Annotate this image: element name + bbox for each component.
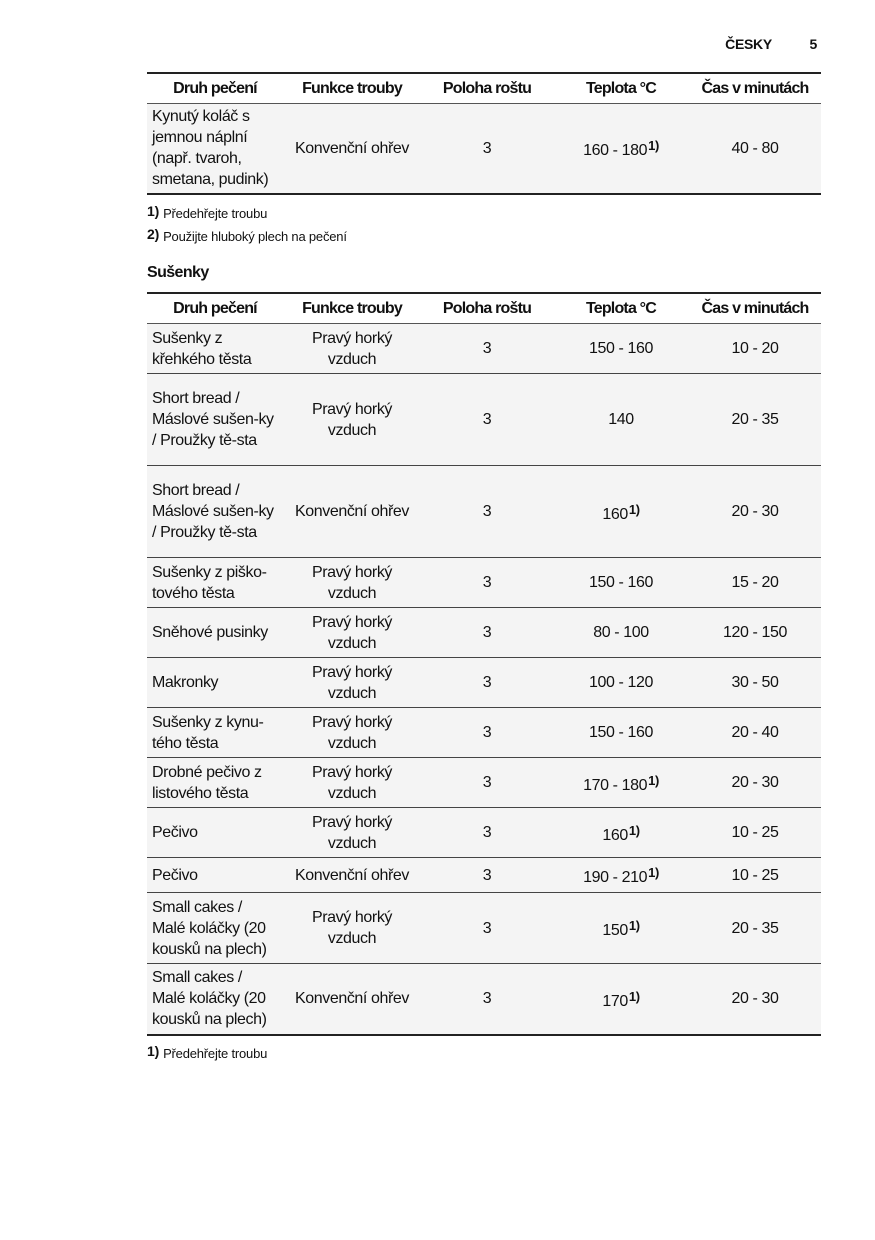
temp-value: 150 - 160: [588, 574, 653, 591]
temp-value: 190 - 210: [583, 869, 648, 886]
cell-temperature: [553, 466, 689, 558]
cell-time: 20 - 40: [689, 708, 821, 758]
cell-time: 30 - 50: [689, 658, 821, 708]
page-number: 5: [809, 36, 817, 52]
table-row: [147, 324, 821, 374]
cell-shelf: 3: [421, 808, 553, 858]
cell-function: Konvenční ohřev: [283, 466, 421, 558]
footnote: [147, 203, 267, 221]
cell-function: Pravý horký vzduch: [283, 893, 421, 964]
cell-temperature: [553, 558, 689, 608]
temp-value: 160 - 180: [583, 142, 648, 160]
page-header: [725, 36, 817, 52]
temp-value: 160: [602, 505, 628, 523]
table-row: [147, 893, 821, 964]
cell-type: Small cakes / Malé koláčky (20 kousků na plech): [147, 964, 283, 1035]
temp-footnote-mark: 1): [628, 918, 640, 933]
temp-value: 150: [602, 922, 628, 939]
temp-footnote-mark: 1): [648, 138, 659, 154]
cell-type: Drobné pečivo z listového těsta: [147, 758, 283, 808]
cell-time: 120 - 150: [689, 608, 821, 658]
table-row: [147, 104, 821, 194]
cell-shelf: 3: [421, 893, 553, 964]
cell-shelf: 3: [421, 964, 553, 1035]
col-header-temperature: Teplota °C: [585, 79, 657, 97]
table-row: [147, 558, 821, 608]
temp-footnote-mark: 1): [628, 501, 640, 517]
temp-value: 170: [602, 992, 628, 1010]
temp-footnote-mark: 1): [628, 988, 640, 1004]
footnote-mark: 1): [147, 1043, 160, 1059]
cell-shelf: 3: [421, 658, 553, 708]
cell-function: Konvenční ohřev: [283, 104, 421, 194]
cell-type: Pečivo: [147, 858, 283, 893]
cell-function: Pravý horký vzduch: [283, 658, 421, 708]
cell-type: Sušenky z kynu-tého těsta: [147, 708, 283, 758]
cell-function: Pravý horký vzduch: [283, 558, 421, 608]
baking-table-1: [147, 72, 821, 195]
cell-time: 10 - 20: [689, 324, 821, 374]
cell-function: Pravý horký vzduch: [283, 374, 421, 466]
cell-shelf: 3: [421, 374, 553, 466]
cell-shelf: 3: [421, 104, 553, 194]
cell-type: Sušenky z křehkého těsta: [147, 324, 283, 374]
table-row: [147, 608, 821, 658]
col-header-type: Druh pečení: [173, 299, 257, 317]
temp-footnote-mark: 1): [628, 822, 640, 838]
cell-shelf: 3: [421, 608, 553, 658]
cell-shelf: 3: [421, 558, 553, 608]
cell-time: 15 - 20: [689, 558, 821, 608]
cell-type: Kynutý koláč s jemnou náplní (např. tvaroh, smetana, pudink): [147, 104, 283, 194]
table-row: [147, 964, 821, 1035]
temp-value: 140: [608, 411, 634, 428]
footnote: [147, 1043, 267, 1061]
cell-function: Pravý horký vzduch: [283, 808, 421, 858]
col-header-function: Funkce trouby: [302, 299, 402, 317]
cell-function: Pravý horký vzduch: [283, 708, 421, 758]
cell-type: Small cakes / Malé koláčky (20 kousků na plech): [147, 893, 283, 964]
col-header-shelf: Poloha roštu: [442, 79, 532, 97]
cell-temperature: [553, 708, 689, 758]
footnote-text: Použijte hluboký plech na pečení: [163, 229, 347, 244]
cell-temperature: [553, 808, 689, 858]
table-row: [147, 808, 821, 858]
cell-shelf: 3: [421, 466, 553, 558]
table-row: [147, 658, 821, 708]
cell-type: Short bread / Máslové sušen-ky / Proužky tě-sta: [147, 466, 283, 558]
cell-time: 10 - 25: [689, 808, 821, 858]
cell-type: Sušenky z piško-tového těsta: [147, 558, 283, 608]
cell-time: 20 - 30: [689, 466, 821, 558]
temp-footnote-mark: 1): [648, 865, 659, 880]
cell-temperature: [553, 893, 689, 964]
cell-time: 20 - 35: [689, 893, 821, 964]
temp-footnote-mark: 1): [648, 772, 659, 788]
cell-type: Sněhové pusinky: [147, 608, 283, 658]
cell-function: Pravý horký vzduch: [283, 758, 421, 808]
cell-time: 20 - 30: [689, 964, 821, 1035]
table-row: [147, 858, 821, 893]
cell-function: Pravý horký vzduch: [283, 324, 421, 374]
cell-temperature: [553, 324, 689, 374]
cell-type: Pečivo: [147, 808, 283, 858]
table-row: [147, 374, 821, 466]
cell-temperature: [553, 374, 689, 466]
footnote: [147, 226, 347, 244]
table-header-row: [147, 73, 821, 104]
cell-time: 40 - 80: [689, 104, 821, 194]
cell-function: Konvenční ohřev: [283, 964, 421, 1035]
col-header-function: Funkce trouby: [302, 79, 402, 97]
col-header-shelf: Poloha roštu: [442, 299, 532, 317]
temp-value: 160: [602, 826, 628, 844]
cell-shelf: 3: [421, 858, 553, 893]
cell-type: Short bread / Máslové sušen-ky / Proužky tě-sta: [147, 374, 283, 466]
temp-value: 150 - 160: [588, 724, 653, 741]
language-label: ČESKY: [725, 36, 772, 52]
cell-temperature: [553, 104, 689, 194]
cell-temperature: [553, 758, 689, 808]
footnote-mark: 1): [147, 203, 160, 219]
footnote-mark: 2): [147, 226, 160, 242]
cell-temperature: [553, 608, 689, 658]
cell-function: Konvenční ohřev: [283, 858, 421, 893]
cell-function: Pravý horký vzduch: [283, 608, 421, 658]
cell-time: 20 - 35: [689, 374, 821, 466]
footnote-text: Předehřejte troubu: [163, 1046, 268, 1061]
cell-shelf: 3: [421, 708, 553, 758]
cell-temperature: [553, 658, 689, 708]
table-header-row: [147, 293, 821, 324]
col-header-type: Druh pečení: [173, 79, 257, 97]
table-row: [147, 758, 821, 808]
temp-value: 100 - 120: [588, 674, 653, 691]
cell-temperature: [553, 858, 689, 893]
temp-value: 150 - 160: [588, 340, 653, 357]
cell-type: Makronky: [147, 658, 283, 708]
col-header-time: Čas v minutách: [701, 299, 809, 317]
table-row: [147, 466, 821, 558]
section-title: Sušenky: [147, 264, 209, 281]
cell-time: 20 - 30: [689, 758, 821, 808]
footnote-text: Předehřejte troubu: [163, 206, 268, 221]
temp-value: 80 - 100: [593, 624, 649, 641]
col-header-temperature: Teplota °C: [585, 299, 657, 317]
baking-table-2: [147, 292, 821, 1036]
cell-temperature: [553, 964, 689, 1035]
cell-shelf: 3: [421, 758, 553, 808]
temp-value: 170 - 180: [583, 776, 648, 794]
table-row: [147, 708, 821, 758]
cell-time: 10 - 25: [689, 858, 821, 893]
cell-shelf: 3: [421, 324, 553, 374]
col-header-time: Čas v minutách: [701, 79, 809, 97]
